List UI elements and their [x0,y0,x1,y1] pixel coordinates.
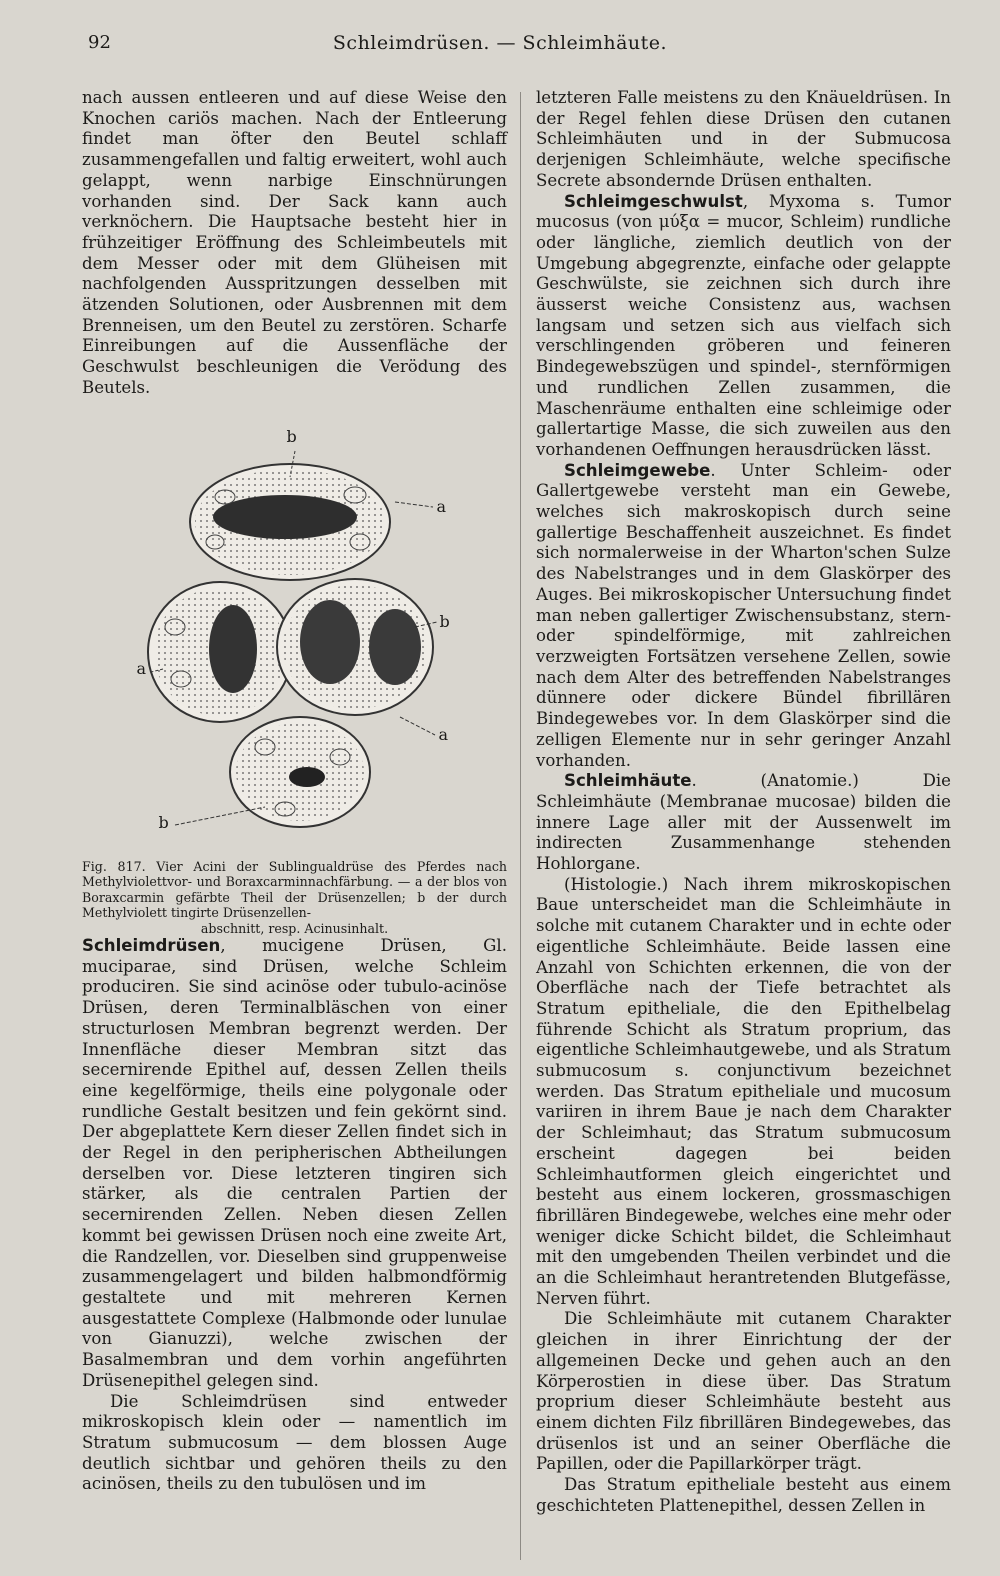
caption-text-end: abschnitt, resp. Acinusinhalt. [200,920,389,936]
entry-heading: Schleimgeschwulst [564,191,743,211]
entry-heading: Schleimdrüsen [82,936,221,956]
page-header [0,32,1000,62]
entry-text: . (Anatomie.) Die Schleimhäute (Membranae mucosae) bilden die innere Lage aller mit der Aussenwelt im indirecten Zusammenhange stehenden Hohlorgane. [536,771,951,874]
entry-schleimhaeute [536,771,951,875]
paragraph: (Histologie.) Nach ihrem mikroskopischen Baue unterscheidet man die Schleimhäute in solche mit cutanem Charakter und in echte oder eigentliche Schleimhäute. Beide lassen eine Anzahl von Schichten erkennen, die von der Oberfläche nach der Tiefe betrachtet als Stratum epitheliale, die den Epithelbelag führende Schicht als Stratum proprium, das eigentliche Schleimhautgewebe, und als Stratum submucosum s. conjunctivum bezeichnet werden. Das Stratum epitheliale und mucosum variiren in ihrem Baue je nach dem Charakter der Schleimhaut; das Stratum submucosum erscheint dagegen bei beiden Schleimhautformen gleich eingerichtet und besteht aus einem lockeren, grossmaschigen fibrillären Bindegewebe, welches eine mehr oder weniger dicke Schicht bildet, die Schleimhaut mit den umgebenden Theilen verbindet und die an die Schleimhaut herantretenden Blutgefässe, Nerven führt. [536,874,951,1308]
figure-label-a: a [136,658,147,678]
entry-schleimgewebe [536,461,951,772]
right-column [536,88,951,1517]
entry-text: , mucigene Drüsen, Gl. muciparae, sind Drüsen, welche Schleim produciren. Sie sind acinöse oder tubulo-acinöse Drüsen, deren Terminalbläschen von einer structurlosen Membran begrenzt werden. Der Innenfläche dieser Membran sitzt das secernirende Epithel auf, dessen Zellen theils eine kegelförmige, theils eine polygonale oder rundliche Gestalt besitzen und fein gekörnt sind. Der abgeplattete Kern dieser Zellen findet sich in der Regel in den peripherischen Abtheilungen derselben vor. Diese letzteren tingiren sich stärker, als die centralen Partien der secernirenden Zellen. Neben diesen Zellen kommt bei gewissen Drüsen noch eine zweite Art, die Randzellen, vor. Dieselben sind gruppenweise zusammengelagert und bilden halbmondförmig gestaltete und mit mehreren Kernen ausgestattete Complexe (Halbmonde oder lunulae von Gianuzzi), welche zwischen der Basalmembran und dem vorhin angeführten Drüsenepithel gelegen sind. [82,936,507,1390]
figure-acini-illustration [115,417,475,847]
page-number: 92 [88,32,111,53]
figure-label-a: a [438,724,449,744]
running-title: Schleimdrüsen. — Schleimhäute. [332,32,668,54]
paragraph: Die Schleimhäute mit cutanem Charakter gleichen in ihrer Einrichtung der der allgemeinen Decke und gehen auch an den Körperostien in diese über. Das Stratum proprium dieser Schleimhäute besteht aus einem dichten Filz fibrillären Bindegewebes, das drüsenlos ist und an seiner Oberfläche die Papillen, oder die Papillarkörper trägt. [536,1309,951,1474]
paragraph: Die Schleimdrüsen sind entweder mikroskopisch klein oder — namentlich im Stratum submucosum — dem blossen Auge deutlich sichtbar und gehören theils zu den acinösen, theils zu den tubulösen und im [82,1391,507,1494]
entry-schleimdruesen [82,936,507,1391]
left-column [82,88,507,1495]
figure-label-b: b [439,611,450,631]
figure-caption [82,859,507,937]
entry-heading: Schleimhäute [564,771,692,791]
entry-text: . Unter Schleim- oder Gallertgewebe versteht man ein Gewebe, welches sich makroskopisch durch seine gallertige Beschaffenheit auszeichnet. Es findet sich normalerweise in der Wharton'schen Sulze des Nabelstranges und in dem Glaskörper des Auges. Bei mikroskopischer Untersuchung findet man neben gallertiger Zwischensubstanz, stern- oder spindelförmige, mit zahlreichen verzweigten Fortsätzen versehene Zellen, sowie nach dem Alter des betreffenden Nabelstranges dünnere oder dickere Bündel fibrillären Bindegewebes vor. In dem Glaskörper sind die zelligen Elemente nur in sehr geringer Anzahl vorhanden. [536,460,951,770]
figure-label-b: b [286,426,297,446]
entry-text: , Myxoma s. Tumor mucosus (von μύξα = mucor, Schleim) rundliche oder längliche, ziemlich deutlich von der Umgebung abgegrenzte, einfache oder gelappte Geschwülste, sie zeichnen sich durch ihre äusserst weiche Consistenz aus, wachsen langsam und setzen sich aus vielfach sich verschlingenden gröberen und feineren Bindegewebszügen und spindel-, sternförmigen und rundlichen Zellen zusammen, die Maschenräume enthalten eine schleimige oder gallertartige Masse, die sich zuweilen aus den vorhandenen Oeffnungen herausdrücken lässt. [536,191,951,459]
paragraph: Das Stratum epitheliale besteht aus einem geschichteten Plattenepithel, dessen Zellen in [536,1475,951,1515]
figure-label-a: a [436,496,447,516]
entry-heading: Schleimgewebe [564,460,711,480]
caption-text: Fig. 817. Vier Acini der Sublingualdrüse des Pferdes nach Methylviolettvor- und Boraxcarminnachfärbung. — a der blos von Boraxcarmin gefärbte Theil der Drüsenzellen; b der durch Methylviolett tingirte Drüsenzellen- [82,858,507,921]
figure-label-b: b [158,812,169,832]
entry-schleimgeschwulst [536,192,951,461]
paragraph: letzteren Falle meistens zu den Knäueldrüsen. In der Regel fehlen diese Drüsen den cutanen Schleimhäuten und in der Submucosa derjenigen Schleimhäute, welche specifische Secrete absondernde Drüsen enthalten. [536,88,951,190]
paragraph: nach aussen entleeren und auf diese Weise den Knochen cariös machen. Nach der Entleerung findet man öfter den Beutel schlaff zusammengefallen und faltig erweitert, wohl auch gelappt, wenn narbige Einschnürungen vorhanden sind. Der Sack kann auch verknöchern. Die Hauptsache besteht hier in frühzeitiger Eröffnung des Schleimbeutels mit dem Messer oder mit dem Glüheisen mit nachfolgenden Ausspritzungen desselben mit ätzenden Solutionen, oder Ausbrennen mit dem Brenneisen, um den Beutel zu zerstören. Scharfe Einreibungen auf die Aussenfläche der Geschwulst beschleunigen die Verödung des Beutels. [82,88,507,397]
acini-drawing [115,417,475,847]
column-divider [520,92,521,1560]
